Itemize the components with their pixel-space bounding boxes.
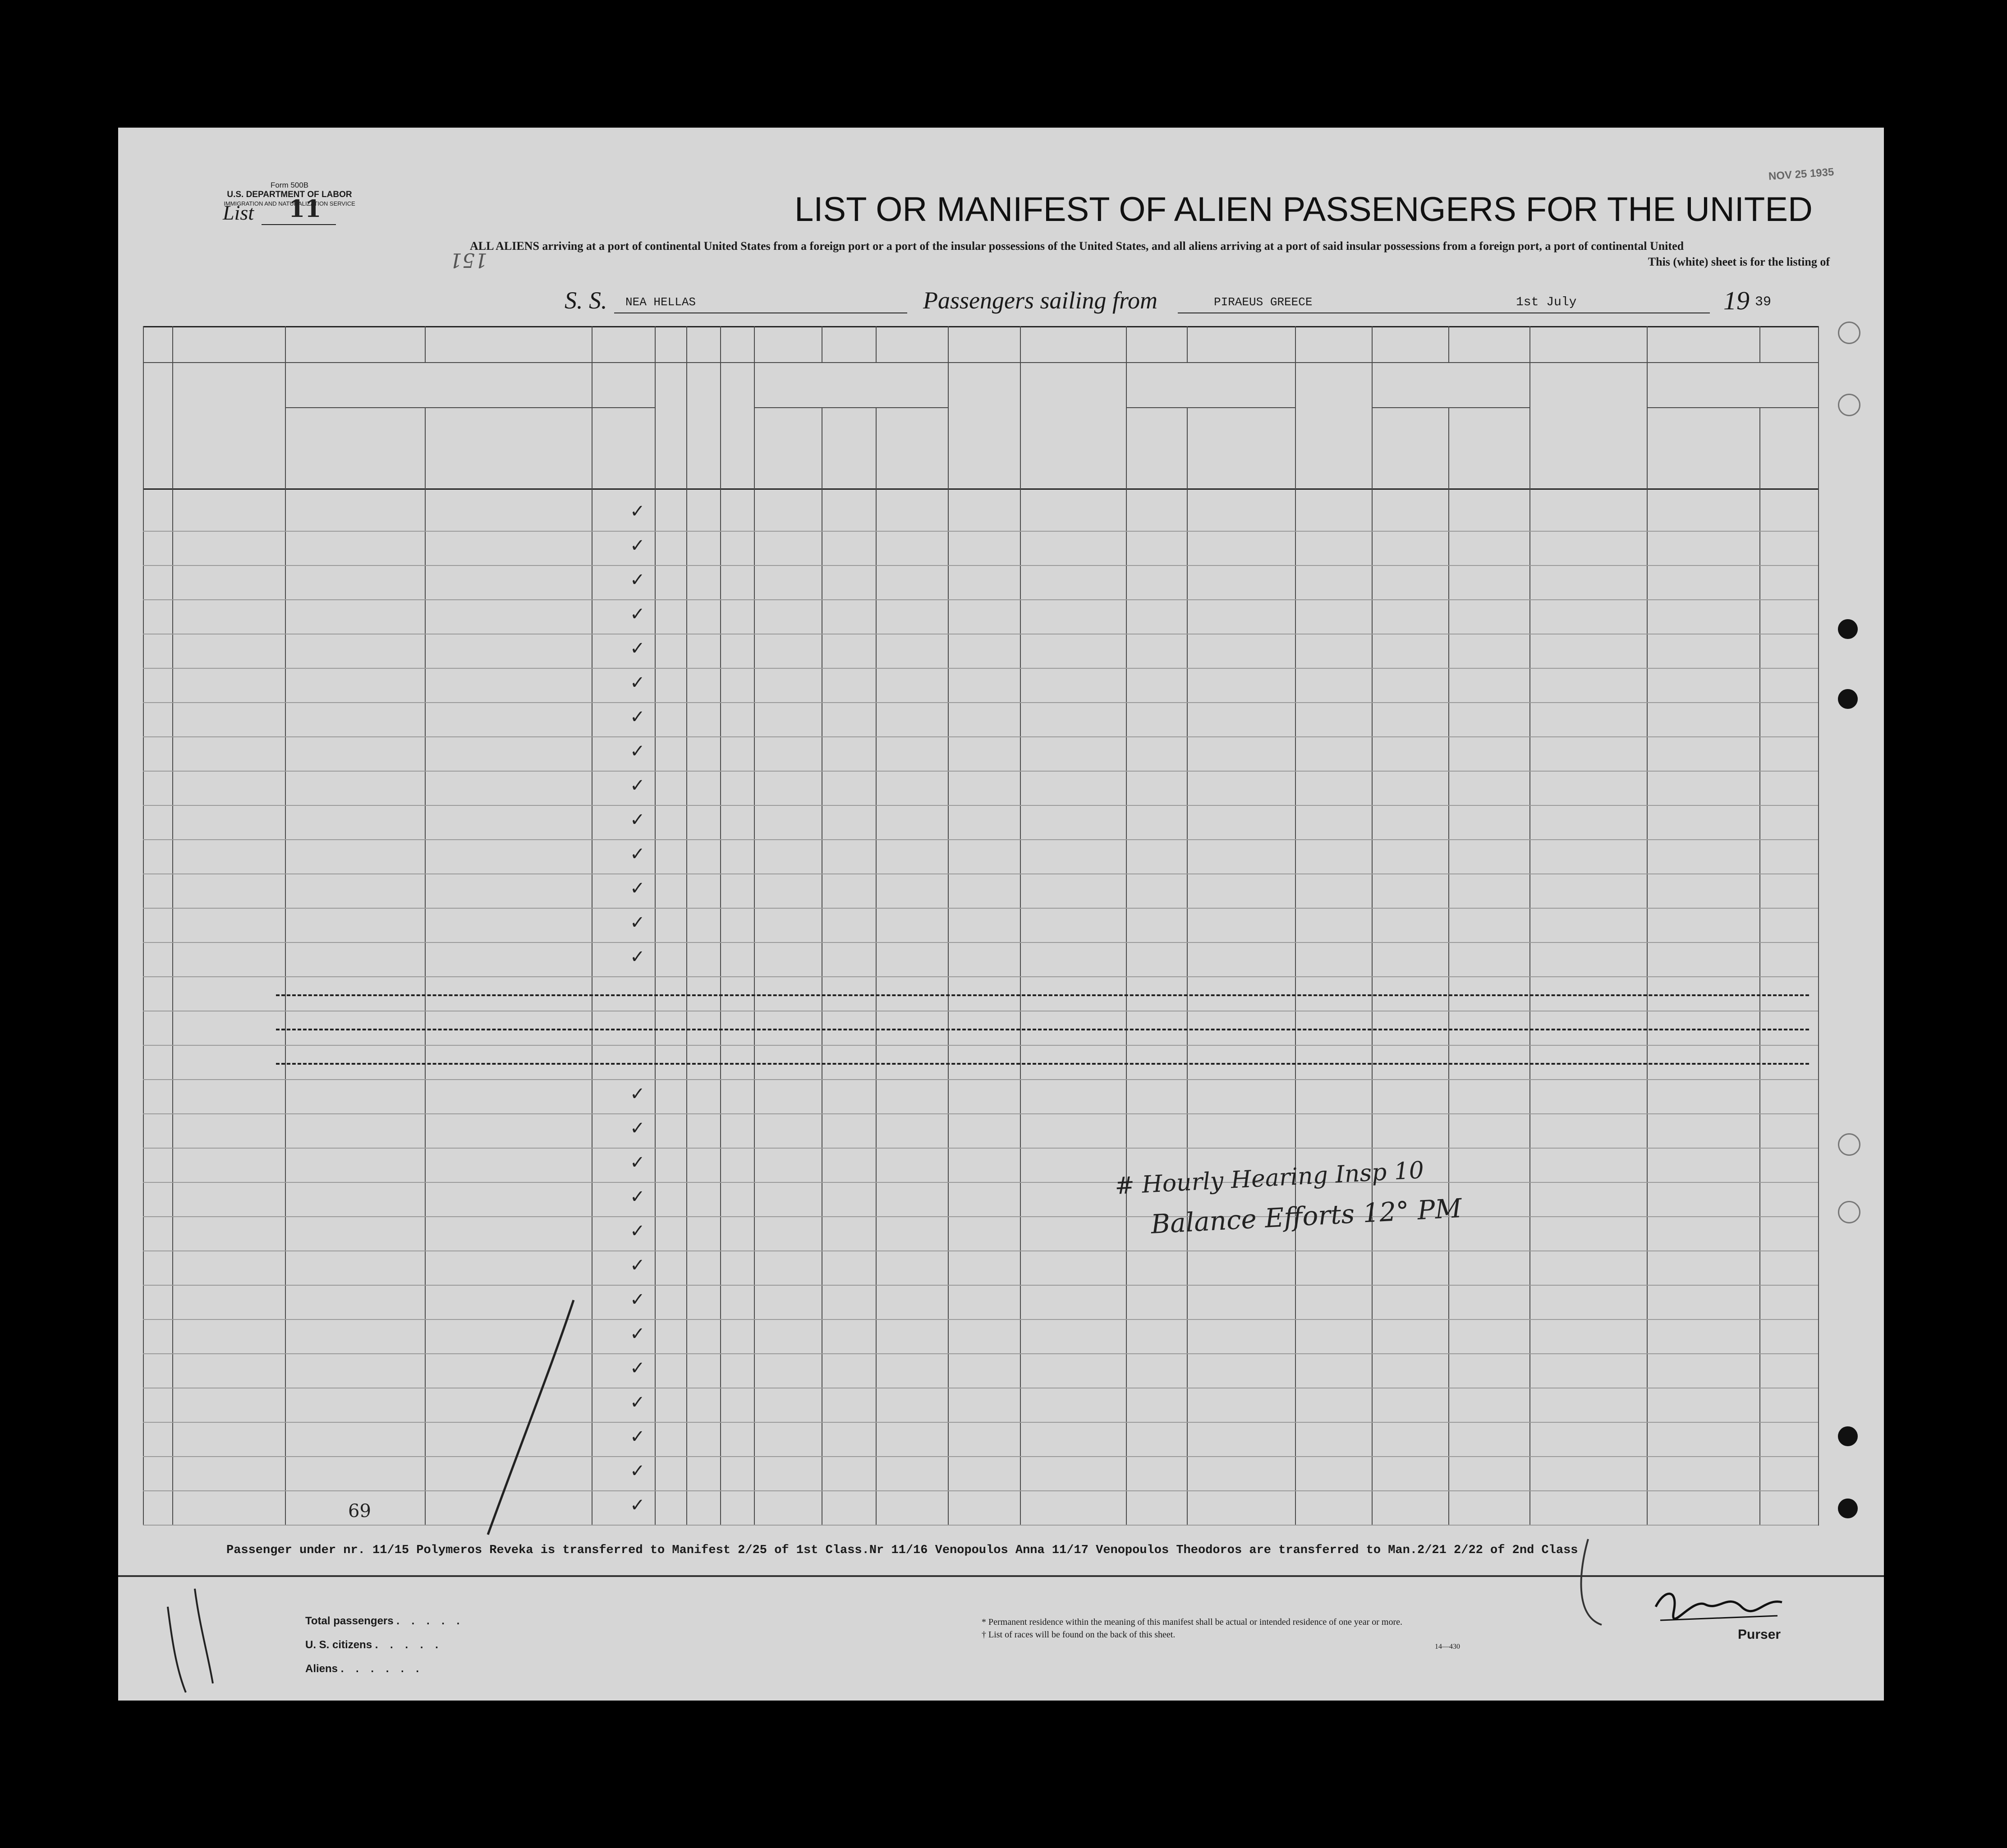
total-passengers-label: Total passengers <box>305 1615 394 1627</box>
sailing-label: Passengers sailing from <box>923 287 1158 314</box>
check-mark: ✓ <box>630 1426 645 1447</box>
pen-strokes <box>118 128 1884 1701</box>
totals-block: Total passengers . . . . . U. S. citizens . . . . . Aliens . . . . . . <box>305 1615 464 1675</box>
port-of-departure: PIRAEUS GREECE <box>1214 295 1313 309</box>
department-name: U.S. DEPARTMENT OF LABOR <box>227 190 352 200</box>
year-prefix: 19 <box>1723 286 1750 315</box>
aliens-label: Aliens <box>305 1663 338 1675</box>
check-mark: ✓ <box>630 1289 645 1310</box>
footnote-residence: * Permanent residence within the meaning of this manifest shall be actual or intended residence of one year or more. <box>982 1617 1403 1627</box>
sailing-date: 1st July <box>1516 295 1577 309</box>
check-mark: ✓ <box>630 1392 645 1413</box>
subtitle-line-1: ALL ALIENS arriving at a port of continental United States from a foreign port or a port of the insular possessions of the United States, and all aliens arriving at a port of said insular possessions from a foreign port, a port of continental United <box>470 239 1684 253</box>
manifest-sheet <box>118 128 1884 1701</box>
page-count-note: 69 <box>348 1501 371 1522</box>
binder-hole <box>1838 1426 1858 1446</box>
page-title: LIST OR MANIFEST OF ALIEN PASSENGERS FOR THE UNITED <box>795 190 1813 229</box>
check-mark: ✓ <box>630 809 645 830</box>
check-mark: ✓ <box>630 1495 645 1516</box>
binder-hole <box>1838 1201 1860 1223</box>
handwritten-note-2: Balance Efforts 12° PM <box>1150 1192 1463 1240</box>
ss-label: S. S. <box>565 287 607 314</box>
check-mark: ✓ <box>630 1221 645 1241</box>
check-mark: ✓ <box>630 1118 645 1139</box>
check-mark: ✓ <box>630 535 645 556</box>
list-label: List <box>223 201 254 224</box>
binder-hole <box>1838 394 1860 416</box>
form-code: 14—430 <box>1435 1643 1460 1650</box>
check-mark: ✓ <box>630 1186 645 1207</box>
year-suffix: 39 <box>1755 294 1772 310</box>
footer-divider <box>118 1575 1884 1577</box>
check-mark: ✓ <box>630 912 645 933</box>
check-mark: ✓ <box>630 1255 645 1276</box>
check-mark: ✓ <box>630 775 645 796</box>
check-mark: ✓ <box>630 707 645 727</box>
corner-stamp: NOV 25 1935 <box>1768 165 1835 183</box>
handwritten-note-1: # Hourly Hearing Insp 10 <box>1114 1157 1425 1200</box>
check-mark: ✓ <box>630 604 645 625</box>
us-citizens-label: U. S. citizens <box>305 1639 372 1651</box>
page-number-stamp: 151 <box>450 248 487 271</box>
list-number: 11 <box>289 195 321 223</box>
footnotes <box>982 1616 1402 1641</box>
service-name: IMMIGRATION AND NATURALIZATION SERVICE <box>224 200 355 207</box>
check-mark: ✓ <box>630 1461 645 1481</box>
ship-name: NEA HELLAS <box>625 295 696 309</box>
check-mark: ✓ <box>630 638 645 659</box>
check-mark: ✓ <box>630 947 645 967</box>
form-number: Form 500B <box>270 181 309 189</box>
binder-hole <box>1838 1499 1858 1518</box>
binder-hole <box>1838 1133 1860 1156</box>
check-mark: ✓ <box>630 1084 645 1104</box>
transfer-note: Passenger under nr. 11/15 Polymeros Reveka is transferred to Manifest 2/25 of 1st Class.Nr 11/16 Venopoulos Anna 11/17 Venopoulos Theodoros are transferred to Man.2/21 2/22 of 2nd Class <box>226 1544 1578 1557</box>
check-mark: ✓ <box>630 672 645 693</box>
check-mark: ✓ <box>630 1152 645 1173</box>
purser-signature <box>1651 1580 1787 1629</box>
subtitle-line-2: This (white) sheet is for the listing of <box>1648 255 1830 268</box>
footnote-races: † List of races will be found on the back of this sheet. <box>982 1630 1176 1640</box>
check-mark: ✓ <box>630 741 645 762</box>
binder-hole <box>1838 322 1860 344</box>
check-mark: ✓ <box>630 878 645 899</box>
check-mark: ✓ <box>630 570 645 590</box>
binder-hole <box>1838 619 1858 639</box>
check-mark: ✓ <box>630 844 645 864</box>
check-mark: ✓ <box>630 1324 645 1344</box>
check-mark: ✓ <box>630 501 645 522</box>
purser-label: Purser <box>1738 1627 1781 1642</box>
check-mark: ✓ <box>630 1358 645 1379</box>
binder-hole <box>1838 689 1858 709</box>
